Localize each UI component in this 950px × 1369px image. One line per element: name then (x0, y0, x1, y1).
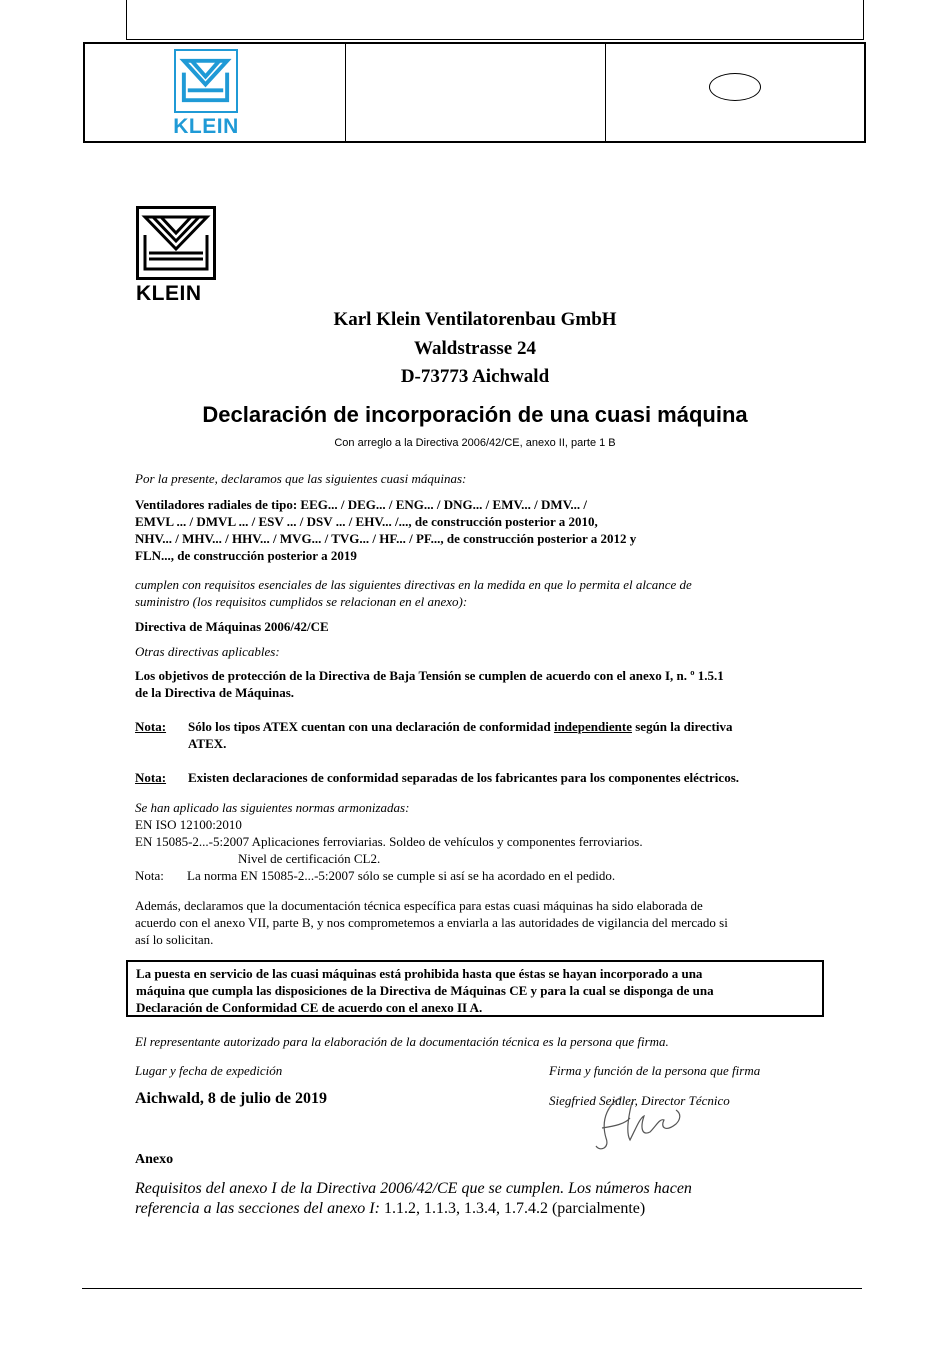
anexo-text (135, 1179, 815, 1219)
nota-text: Sólo los tipos ATEX cuentan con una declaración de conformidad (188, 719, 554, 734)
anexo-italic: referencia a las secciones del anexo I: (135, 1200, 380, 1217)
bottom-rule (82, 1288, 862, 1289)
anexo-line (135, 1199, 815, 1219)
anexo-line: Requisitos del anexo I de la Directiva 2006/42/CE que se cumplen. Los números hacen (135, 1180, 692, 1197)
prohibition-line: La puesta en servicio de las cuasi máquinas está prohibida hasta que éstas se hayan incorporado a una (136, 966, 703, 981)
klein-logo-text: KLEIN (173, 115, 239, 138)
low-voltage-line: Los objetivos de protección de la Directiva de Baja Tensión se cumplen de acuerdo con el anexo I, n. º 1.5.1 (135, 668, 724, 683)
nota-text: según la directiva (631, 719, 733, 734)
nota-atex (135, 718, 815, 752)
comply-line: suministro (los requisitos cumplidos se relacionan en el anexo): (135, 594, 468, 609)
klein-logo-mark-icon (136, 206, 216, 280)
machines-line: FLN..., de construcción posterior a 2019 (135, 548, 357, 563)
nota-label: Nota: (135, 719, 167, 734)
low-voltage-text (135, 667, 815, 701)
directive-name: Directiva de Máquinas 2006/42/CE (135, 619, 329, 634)
nota-label: Nota: (135, 770, 167, 785)
tech-doc-text (135, 897, 815, 948)
tech-doc-line: así lo solicitan. (135, 932, 214, 947)
norm-en15085-level: Nivel de certificación CL2. (238, 851, 381, 866)
company-city: D-73773 Aichwald (400, 366, 550, 387)
company-name: Karl Klein Ventilatorenbau GmbH (333, 309, 617, 330)
place-value: Aichwald, 8 de julio de 2019 (135, 1090, 328, 1107)
signatory-name: Siegfried Seidler, Director Técnico (549, 1093, 730, 1108)
header-logo-cell (85, 44, 346, 141)
intro-text: Por la presente, declaramos que las siguientes cuasi máquinas: (135, 471, 467, 486)
page-title: Declaración de incorporación de una cuasi máquina (202, 402, 748, 427)
machines-line: NHV... / MHV... / HHV... / MVG... / TVG... / HF... / PF..., de construcción posterior a 2012 y (135, 531, 637, 546)
oval-mark (709, 73, 761, 101)
norm-note-label: Nota: (135, 868, 164, 883)
norm-note (135, 867, 815, 884)
tech-doc-line: acuerdo con el anexo VII, parte B, y nos comprometemos a enviarla a las autoridades de vigilancia del mercado si (135, 915, 728, 930)
comply-text (135, 576, 815, 610)
klein-logo-mark-icon (174, 49, 238, 113)
page-subtitle: Con arreglo a la Directiva 2006/42/CE, anexo II, parte 1 B (334, 437, 616, 449)
place-label: Lugar y fecha de expedición (135, 1063, 283, 1078)
norm-iso: EN ISO 12100:2010 (135, 817, 242, 832)
machines-line: Ventiladores radiales de tipo: EEG... / DEG... / ENG... / DNG... / EMV... / DMV... / (135, 497, 588, 512)
handwritten-signature (580, 1088, 700, 1158)
prohibition-box (126, 960, 824, 1017)
norm-note-text: La norma EN 15085-2...-5:2007 sólo se cumple si así se ha acordado en el pedido. (187, 868, 616, 883)
header-middle-cell (346, 44, 606, 141)
nota-text: Existen declaraciones de conformidad separadas de los fabricantes para los componentes eléctricos. (188, 770, 740, 785)
anexo-sections: 1.1.2, 1.1.3, 1.3.4, 1.7.4.2 (parcialmente) (379, 1200, 646, 1217)
norm-en15085: EN 15085-2...-5:2007 Aplicaciones ferroviarias. Soldeo de vehículos y componentes ferroviarios. (135, 834, 643, 849)
machines-list (135, 496, 815, 564)
comply-line: cumplen con requisitos esenciales de las siguientes directivas en la medida en que lo permita el alcance de (135, 577, 692, 592)
header-right-cell (606, 44, 864, 141)
signature-label: Firma y función de la persona que firma (549, 1063, 761, 1078)
prohibition-line: Declaración de Conformidad CE de acuerdo con el anexo II A. (136, 1000, 483, 1015)
klein-logo-text: KLEIN (136, 282, 202, 305)
nota-text: ATEX. (188, 736, 227, 751)
nota-electrical (135, 769, 815, 786)
prohibition-line: máquina que cumpla las disposiciones de la Directiva de Máquinas CE y para la cual se disponga de una (136, 983, 714, 998)
representative-text: El representante autorizado para la elaboración de la documentación técnica es la persona que firma. (135, 1034, 669, 1049)
anexo-heading: Anexo (135, 1152, 174, 1167)
nota-underlined-word: independiente (553, 719, 632, 734)
low-voltage-line: de la Directiva de Máquinas. (135, 685, 295, 700)
norms-intro: Se han aplicado las siguientes normas armonizadas: (135, 800, 410, 815)
klein-logo-blue (165, 49, 247, 141)
other-directives: Otras directivas aplicables: (135, 644, 280, 659)
header-top-strip (126, 0, 864, 40)
klein-logo-black (136, 206, 218, 304)
machines-line: EMVL ... / DMVL ... / ESV ... / DSV ... / EHV... /..., de construcción posterior a 2010, (135, 514, 598, 529)
company-street: Waldstrasse 24 (414, 338, 536, 359)
header-table (83, 42, 866, 143)
tech-doc-line: Además, declaramos que la documentación técnica específica para estas cuasi máquinas ha sido elaborada de (135, 898, 703, 913)
